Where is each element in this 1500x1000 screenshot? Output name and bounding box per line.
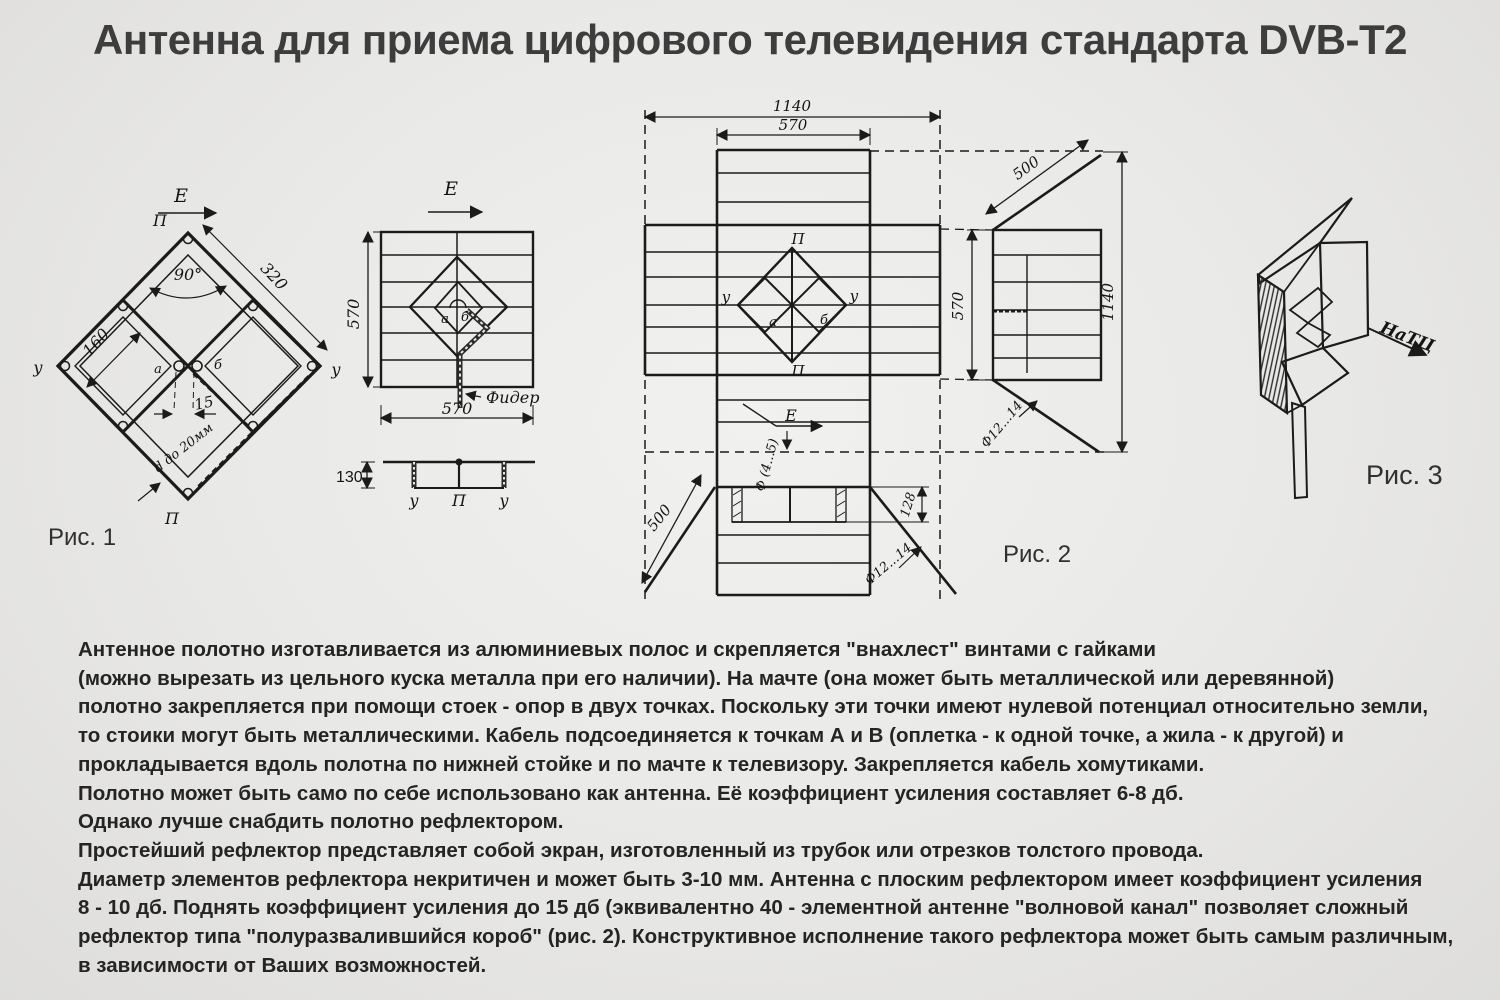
fig2-caption: Рис. 2 — [1003, 541, 1072, 568]
body-line: (можно вырезать из цельного куска металла при его наличии). На мачте (она может быть металлической или деревянной) — [78, 666, 1335, 690]
fig2-main-label-p-bottom: П — [791, 362, 805, 380]
fig2-main-label-e-axis: E — [785, 406, 797, 425]
body-line: Полотно может быть само по себе использовано как антенна. Её коэффициент усиления составляет 6-8 дб. — [78, 781, 1184, 805]
fig1-drawing — [30, 160, 360, 560]
fig2-front-label-u-right: у — [499, 491, 509, 510]
fig2-front-label-dim-570-side: 570 — [344, 298, 363, 330]
fig2-front-label-dim-130: 130 — [336, 469, 363, 486]
fig1-label-u-right: у — [331, 360, 341, 379]
fig2-front-label-p-center: П — [452, 491, 466, 510]
fig3-drawing — [1235, 185, 1465, 505]
body-line: полотно закрепляется при помощи стоек - опор в двух точках. Поскольку эти точки имеют нулевой потенциал относительно земли, — [78, 695, 1429, 719]
fig1-label-point-a: а — [154, 362, 162, 377]
fig1-label-dim-320: 320 — [256, 258, 292, 294]
body-line: Диаметр элементов рефлектора некритичен и может быть 3-10 мм. Антенна с плоским рефлектором имеет коэффициент усиления — [78, 867, 1423, 891]
fig2-main-label-dim-570-top: 570 — [778, 116, 808, 134]
fig2-main-label-dim-1140-top: 1140 — [772, 97, 812, 115]
fig2-main-label-dim-500-top: 500 — [1009, 152, 1043, 184]
fig1-label-point-b: б — [214, 358, 222, 373]
fig2-front-label-e-axis: E — [444, 178, 458, 200]
fig1-label-angle-90: 90° — [173, 265, 203, 284]
fig3-caption: Рис. 3 — [1366, 460, 1443, 490]
fig1-linework — [58, 213, 327, 501]
body-line: Однако лучше снабдить полотно рефлектором. — [78, 810, 564, 834]
fig1-label-u-left: у — [33, 358, 43, 377]
fig2-front-label-point-a: а — [441, 312, 449, 327]
body-line: то стоики могут быть металлическими. Кабель подсоединяется к точкам А и В (оплетка - к одной точке, а жила - к другой) и — [78, 724, 1344, 748]
fig1-caption: Рис. 1 — [48, 524, 117, 551]
fig2-front-label-u-left: у — [409, 491, 419, 510]
body-line: в зависимости от Ваших возможностей. — [78, 953, 487, 977]
fig1-label-note-diameter: d до 20мм — [151, 420, 217, 476]
fig2-main-label-p-top: П — [791, 230, 805, 248]
fig2-front-label-feeder: Фидер — [486, 388, 540, 407]
body-line: Антенное полотно изготавливается из алюминиевых полос и скрепляется "внахлест" винтами с гайками — [78, 638, 1156, 661]
fig2-main-label-u-left: у — [721, 288, 731, 306]
body-line: 8 - 10 дб. Поднять коэффициент усиления до 15 дб (эквивалентно 40 - элементной антенне "волновой канал" позволяет сложный — [78, 896, 1409, 920]
fig2-main-label-u-right: у — [849, 287, 859, 305]
fig2-front-linework — [361, 212, 535, 488]
body-line: рефлектор типа "полуразвалившийся короб" (рис. 2). Конструктивное исполнение такого рефлектора может быть самым различным, — [78, 925, 1454, 949]
fig2-main-label-dia-12-14-bottom: Ф12...14 — [862, 540, 916, 589]
fig2-main-label-dim-570-side: 570 — [949, 291, 967, 321]
fig2-front-drawing — [335, 175, 605, 520]
fig2-main-label-point-a: а — [769, 315, 777, 330]
fig2-main-label-dim-1140-side: 1140 — [1099, 282, 1117, 322]
fig1-label-p-bottom: П — [165, 509, 179, 528]
fig2-main-label-dia-4-5: Ф (4...5) — [753, 437, 782, 494]
fig2-front-label-dim-570-bottom: 570 — [441, 399, 473, 418]
body-line: Простейший рефлектор представляет собой экран, изготовленный из трубок или отрезков толстого провода. — [78, 838, 1204, 862]
fig2-main-label-dim-128: 128 — [897, 490, 920, 520]
fig2-front-label-point-b: б — [461, 310, 469, 325]
fig3-linework — [1258, 198, 1426, 498]
fig2-main-label-dia-12-14-side: Ф12...14 — [978, 398, 1027, 452]
fig2-main-linework — [642, 110, 1128, 600]
body-line: прокладывается вдоль полотна по нижней стойке и по мачте к телевизору. Закрепляется кабель хомутиками. — [78, 752, 1205, 776]
page-title: Антенна для приема цифрового телевидения стандарта DVB-T2 — [93, 16, 1407, 63]
body-text — [78, 636, 1480, 980]
fig1-label-p-top: П — [153, 211, 167, 230]
fig1-label-dim-15: 15 — [192, 392, 216, 414]
fig2-main-label-point-b: б — [820, 313, 828, 328]
fig1-label-dim-160: 160 — [78, 324, 114, 361]
fig1-label-e-axis: E — [174, 185, 188, 207]
fig3-label-to-tv: НаТЦ — [1377, 317, 1437, 357]
fig2-main-label-dim-500-bottom: 500 — [643, 501, 676, 535]
fig2-main-drawing — [615, 95, 1160, 615]
